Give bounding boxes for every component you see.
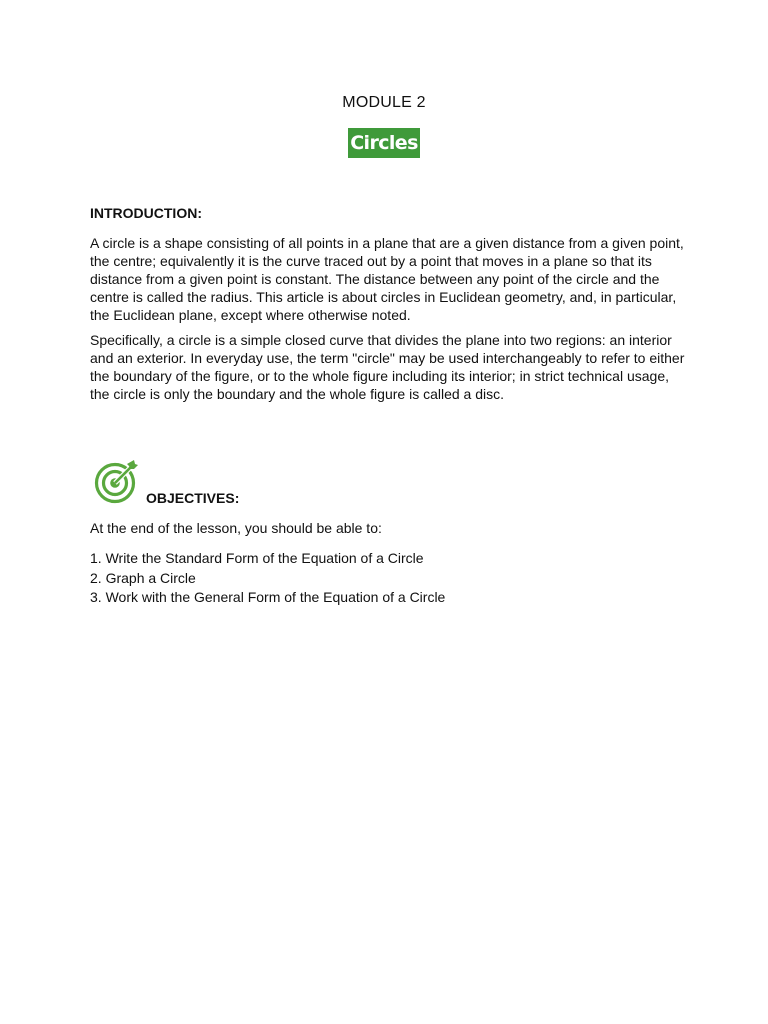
circles-title-badge: Circles <box>348 128 420 158</box>
objective-item: 1. Write the Standard Form of the Equation of a Circle <box>90 550 424 566</box>
target-icon <box>94 458 140 504</box>
objectives-heading: OBJECTIVES: <box>146 490 240 506</box>
introduction-paragraph-1: A circle is a shape consisting of all points in a plane that are a given distance from a given point, the centre; equivalently it is the curve traced out by a point that moves in a plane so that its distance from a given point is constant. The distance between any point of the circle and the centre is called the radius. This article is about circles in Euclidean geometry, and, in particular, the Euclidean plane, except where otherwise noted. <box>90 235 684 323</box>
introduction-paragraph-2: Specifically, a circle is a simple closed curve that divides the plane into two regions: an interior and an exterior. In everyday use, the term "circle" may be used interchangeably to refer to either the boundary of the figure, or to the whole figure including its interior; in strict technical usage, the circle is only the boundary and the whole figure is called a disc. <box>90 332 685 402</box>
objectives-list <box>90 549 445 608</box>
objective-item: 2. Graph a Circle <box>90 569 196 586</box>
module-title: MODULE 2 <box>342 94 426 111</box>
introduction-heading: INTRODUCTION: <box>90 205 202 221</box>
objective-item: 3. Work with the General Form of the Equation of a Circle <box>90 589 446 605</box>
objectives-lead: At the end of the lesson, you should be able to: <box>90 520 382 536</box>
